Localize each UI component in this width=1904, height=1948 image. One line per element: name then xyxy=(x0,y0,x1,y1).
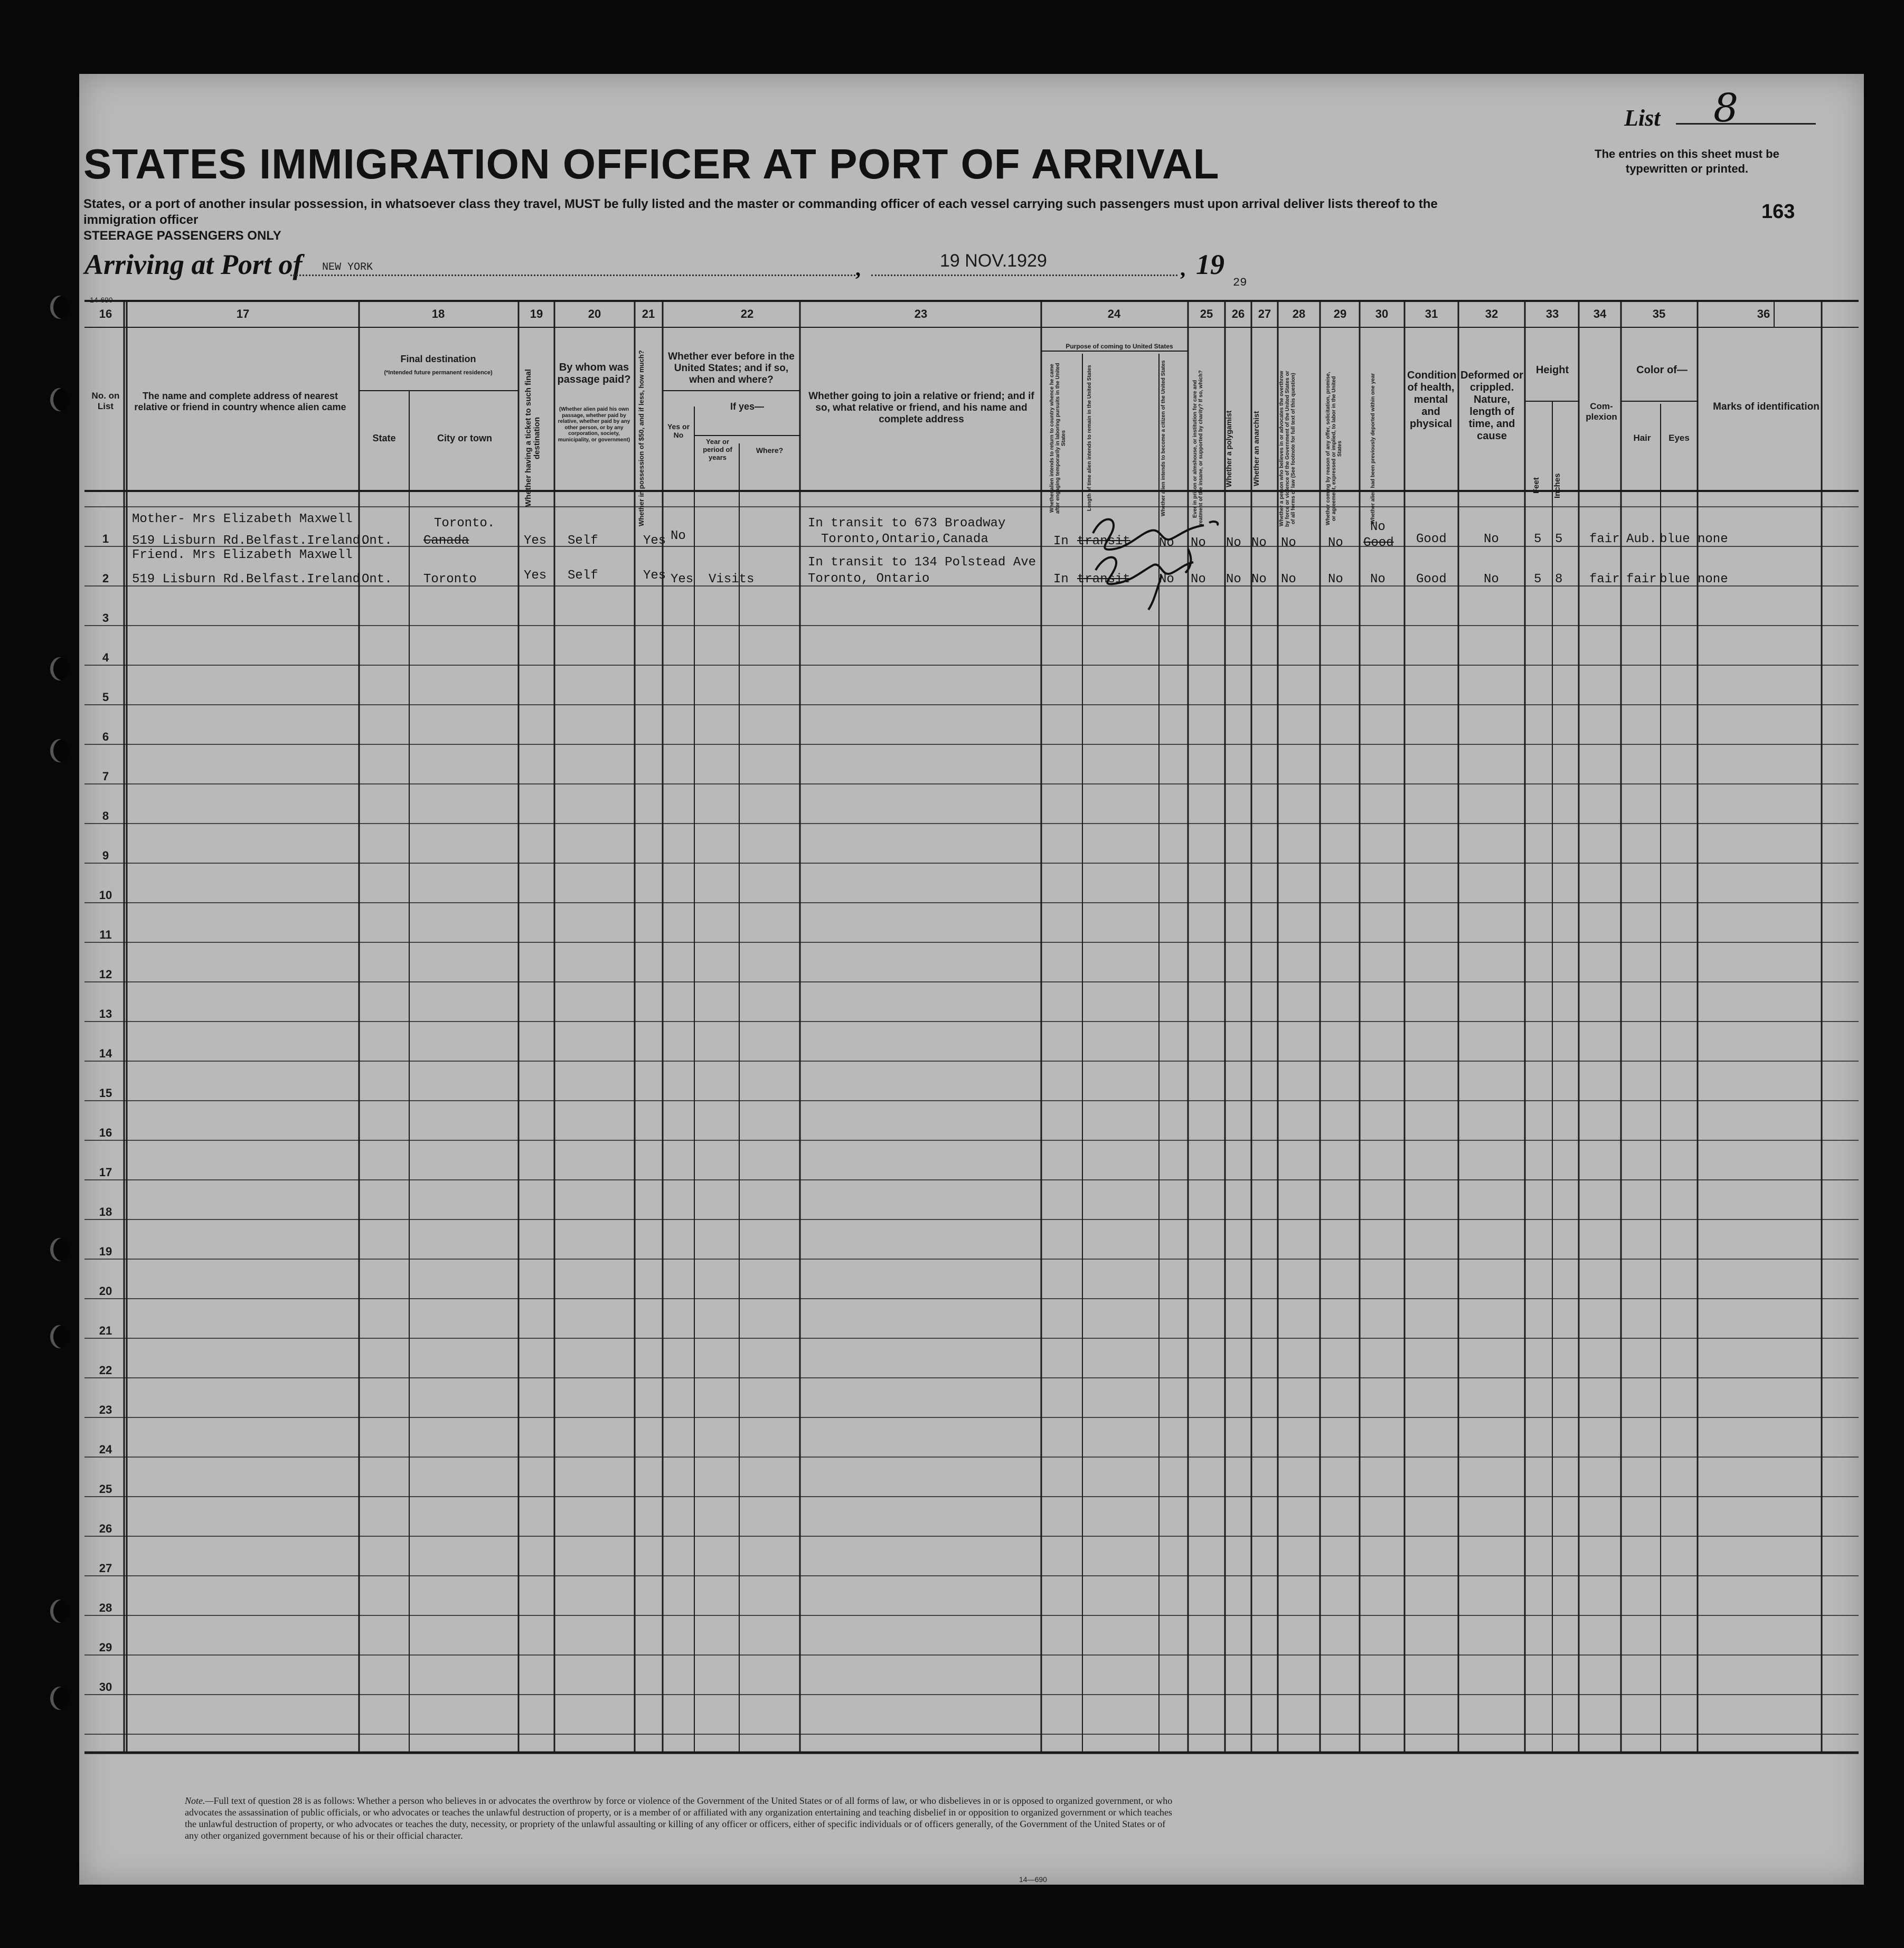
column-number: 34 xyxy=(1593,307,1607,320)
header-no-on-list: No. on List xyxy=(91,391,120,411)
height-feet: 5 xyxy=(1534,572,1542,587)
join-line1: In transit to 673 Broadway xyxy=(808,516,1006,531)
relative-name: Friend. Mrs Elizabeth Maxwell xyxy=(132,548,353,562)
complexion: fair xyxy=(1589,572,1620,587)
column-number: 21 xyxy=(642,307,655,320)
header-if-yes: If yes— xyxy=(730,401,765,412)
join-line1: In transit to 134 Polstead Ave xyxy=(808,555,1036,570)
page-title: STATES IMMIGRATION OFFICER AT PORT OF ARRIVAL xyxy=(83,140,1220,187)
before-us: Yes xyxy=(671,572,694,587)
row-number: 11 xyxy=(99,928,112,941)
header-year-period: Year or period of years xyxy=(703,438,732,461)
prison: No xyxy=(1191,572,1206,587)
header-polygamist: Whether a polygamist xyxy=(1224,410,1233,487)
row-number: 1 xyxy=(102,532,109,545)
manifest-sheet xyxy=(79,74,1864,1885)
footnote xyxy=(185,1795,1177,1841)
form-number-top: 14-690 xyxy=(90,296,113,304)
height-inches: 5 xyxy=(1555,532,1563,546)
header-city: City or town xyxy=(437,433,492,443)
row-number: 29 xyxy=(99,1641,112,1654)
column-number: 27 xyxy=(1258,307,1271,320)
row-number: 19 xyxy=(99,1245,112,1258)
header-inches: Inches xyxy=(1553,473,1562,498)
citizen: No xyxy=(1159,536,1174,550)
row-number: 14 xyxy=(99,1047,112,1060)
labor-offer: No xyxy=(1328,572,1343,587)
column-number: 20 xyxy=(588,307,601,320)
instructions-text xyxy=(83,196,1509,244)
row-number: 9 xyxy=(102,849,109,862)
purpose-struck: transit xyxy=(1077,572,1130,587)
header-purpose-length: Length of time alien intends to remain in the United States xyxy=(1087,365,1092,512)
row-number: 6 xyxy=(102,730,109,743)
punch-hole xyxy=(50,1238,69,1261)
header-eyes: Eyes xyxy=(1669,433,1690,443)
column-number: 30 xyxy=(1375,307,1389,320)
column-number: 36 xyxy=(1757,307,1770,320)
punch-hole xyxy=(50,296,69,319)
comma-2: , xyxy=(1180,257,1185,280)
purpose: In xyxy=(1053,572,1069,587)
column-number: 19 xyxy=(530,307,543,320)
header-state: State xyxy=(372,433,396,443)
header-health: Condition of health, mental and physical xyxy=(1407,370,1457,430)
row-number: 12 xyxy=(99,968,112,981)
destination-city: Toronto. xyxy=(434,516,495,531)
date-line xyxy=(871,275,1177,276)
column-number: 18 xyxy=(431,307,445,320)
row-number: 2 xyxy=(102,572,109,585)
column-number: 22 xyxy=(740,307,754,320)
row-number: 17 xyxy=(99,1166,112,1179)
row-number: 3 xyxy=(102,611,109,625)
punch-hole xyxy=(50,1687,69,1710)
row-number: 30 xyxy=(99,1680,112,1694)
anarchist: No xyxy=(1251,536,1267,550)
list-number: 8 xyxy=(1713,86,1739,131)
class-note: STEERAGE PASSENGERS ONLY xyxy=(83,229,281,243)
money: Yes xyxy=(643,534,666,548)
header-join-relative: Whether going to join a relative or friend; and if so, what relative or friend, and his name and complete address xyxy=(808,391,1034,425)
header-color-of: Color of— xyxy=(1636,364,1688,376)
health: Good xyxy=(1416,572,1447,587)
column-number: 28 xyxy=(1292,307,1306,320)
header-purpose: Purpose of coming to United States xyxy=(1066,343,1173,350)
purpose: In xyxy=(1053,534,1069,549)
polygamist: No xyxy=(1226,572,1241,587)
overthrow: No xyxy=(1281,572,1296,587)
hair: Aub. xyxy=(1626,532,1657,546)
header-paid-by-sub: (Whether alien paid his own passage, whether paid by relative, whether paid by any other person, or by any corporation, society, municipality, or government) xyxy=(558,406,630,443)
destination-city: Toronto xyxy=(423,572,477,587)
money: Yes xyxy=(643,569,666,583)
header-deformed: Deformed or crippled. Nature, length of time, and cause xyxy=(1460,370,1523,442)
header-money: Whether in possession of $50, and if less, how much? xyxy=(637,350,645,526)
header-labor-offer: Whether coming by reason of any offer, solicitation, promise, or agreement, expressed or implied, to labor in the United States xyxy=(1325,372,1343,526)
header-purpose-citizen: Whether alien intends to become a citizen of the United States xyxy=(1161,360,1166,516)
health: Good xyxy=(1416,532,1447,546)
form-number-bottom: 14—690 xyxy=(1019,1875,1047,1884)
header-prison: Ever in prison or almshouse, or institution for care and treatment of the insane, or supported by charity? If so, which? xyxy=(1192,370,1204,527)
join-line2: Toronto, Ontario xyxy=(808,572,930,586)
column-number: 31 xyxy=(1425,307,1438,320)
prison: No xyxy=(1191,536,1206,550)
punch-hole xyxy=(50,739,69,762)
destination-state: Ont. xyxy=(362,534,392,548)
labor-offer: No xyxy=(1328,536,1343,550)
header-ticket: Whether having a ticket to such final destination xyxy=(524,369,542,507)
port-value: NEW YORK xyxy=(322,261,373,273)
header-before-us: Whether ever before in the United States; and if so, when and where? xyxy=(668,351,795,385)
header-hair: Hair xyxy=(1633,433,1651,443)
date-value: 19 NOV.1929 xyxy=(940,251,1047,271)
complexion: fair xyxy=(1589,532,1620,546)
relative-address: 519 Lisburn Rd.Belfast.Ireland. xyxy=(132,534,368,548)
punch-hole xyxy=(50,657,69,680)
table-grid xyxy=(79,74,1864,1885)
entries-note: The entries on this sheet must be typewritten or printed. xyxy=(1595,147,1779,175)
column-number: 24 xyxy=(1107,307,1121,320)
column-number: 26 xyxy=(1231,307,1245,320)
column-number: 23 xyxy=(914,307,928,320)
header-purpose-return: Whether alien intends to return to country whence he came after engaging temporarily in laboring pursuits in the United States xyxy=(1049,363,1067,514)
row-number: 26 xyxy=(99,1522,112,1535)
header-complexion: Com-plexion xyxy=(1586,401,1617,422)
row-number: 10 xyxy=(99,888,112,902)
height-feet: 5 xyxy=(1534,532,1542,546)
before-us-period: Visits xyxy=(709,572,755,587)
marks: none xyxy=(1698,572,1728,587)
list-label: List xyxy=(1624,105,1661,131)
deported: Good xyxy=(1363,536,1394,550)
deported: No xyxy=(1370,572,1385,587)
height-inches: 8 xyxy=(1555,572,1563,587)
arriving-label: Arriving at Port of xyxy=(84,249,303,280)
header-relative-address: The name and complete address of nearest relative or friend in country whence alien came xyxy=(134,391,346,412)
header-final-destination-sub: (*Intended future permanent residence) xyxy=(384,370,493,376)
footnote-label: Note.— xyxy=(185,1795,214,1806)
row-number: 7 xyxy=(102,770,109,783)
deformed: No xyxy=(1484,532,1499,546)
port-line xyxy=(290,275,855,276)
footnote-text: Full text of question 28 is as follows: Whether a person who believes in or advocates the overthrow by force or violence of the Government of the United States or of all forms of law, or who disbelieves in or is opposed to organized government, or who advocates the assassination of public officials, or who advocates or teaches the unlawful destruction of property, or is a member of or affiliated with any organization entertaining and teaching disbelief in or opposition to organized government or which teaches the unlawful destruction of property, or who advocates or teaches the duty, necessity, or propriety of the unlawful assaulting or killing of any officer or officers, either of specific individuals or of officers generally, of the Government of the United States or of any other organized government because of his or their official character. xyxy=(185,1795,1173,1841)
join-line2: Toronto,Ontario,Canada xyxy=(821,532,988,546)
list-underline xyxy=(1676,123,1816,125)
instructions-line: States, or a port of another insular possession, in whatsoever class they travel, MUST be fully listed and the master or commanding officer of each vessel carrying such passengers must upon arrival deliver lists thereof to the immigration officer xyxy=(83,197,1438,227)
column-number: 33 xyxy=(1545,307,1559,320)
punch-hole xyxy=(50,388,69,411)
punch-hole xyxy=(50,1325,69,1348)
header-overthrow: Whether a person who believes in or advocates the overthrow by force or violence of the Government of the United States or of all forms of law (See footnote for full text of this question) xyxy=(1279,371,1296,527)
eyes: blue xyxy=(1660,532,1690,546)
header-anarchist: Whether an anarchist xyxy=(1252,411,1260,487)
column-number: 32 xyxy=(1485,307,1498,320)
marks: none xyxy=(1698,532,1728,546)
row-number: 16 xyxy=(99,1126,112,1139)
page-number: 163 xyxy=(1761,201,1795,223)
relative-name: Mother- Mrs Elizabeth Maxwell xyxy=(132,512,353,526)
citizen: No xyxy=(1159,572,1174,587)
header-before-yesno: Yes or No xyxy=(667,422,690,440)
header-marks: Marks of identification xyxy=(1713,401,1820,412)
row-number: 4 xyxy=(102,651,109,664)
hair: fair xyxy=(1626,572,1657,587)
header-final-destination: Final destination xyxy=(400,354,476,364)
comma-1: , xyxy=(855,257,861,280)
year-suffix: 29 xyxy=(1233,276,1247,289)
row-number: 22 xyxy=(99,1364,112,1377)
row-number: 5 xyxy=(102,691,109,704)
header-feet: Feet xyxy=(1532,477,1541,494)
before-us: No xyxy=(671,529,686,543)
paid-by: Self xyxy=(568,569,598,583)
row-number: 21 xyxy=(99,1324,112,1337)
handwritten-annotation xyxy=(1082,502,1241,612)
row-number: 27 xyxy=(99,1562,112,1575)
overthrow: No xyxy=(1281,536,1296,550)
paid-by: Self xyxy=(568,534,598,548)
column-number: 29 xyxy=(1333,307,1347,320)
row-number: 23 xyxy=(99,1403,112,1416)
column-number: 25 xyxy=(1200,307,1213,320)
year-prefix: 19 xyxy=(1196,249,1224,280)
row-number: 24 xyxy=(99,1443,112,1456)
row-number: 28 xyxy=(99,1601,112,1614)
polygamist: No xyxy=(1226,536,1241,550)
header-where: Where? xyxy=(756,446,784,455)
anarchist: No xyxy=(1251,572,1267,587)
row-number: 13 xyxy=(99,1007,112,1020)
header-paid-by: By whom was passage paid? xyxy=(557,362,631,385)
destination-state: Ont. xyxy=(362,572,392,587)
eyes: blue xyxy=(1660,572,1690,587)
row-number: 18 xyxy=(99,1205,112,1218)
punch-hole xyxy=(50,1600,69,1623)
purpose-struck: transit xyxy=(1077,534,1130,549)
destination-city-struck: Canada xyxy=(423,534,469,548)
column-number: 35 xyxy=(1652,307,1666,320)
ticket: Yes xyxy=(524,534,547,548)
row-number: 8 xyxy=(102,809,109,822)
deported-top: No xyxy=(1370,520,1385,534)
relative-address: 519 Lisburn Rd.Belfast.Ireland xyxy=(132,572,361,587)
header-height: Height xyxy=(1535,364,1569,376)
header-deported: Whether alien had been previously deported within one year xyxy=(1370,373,1376,525)
row-number: 15 xyxy=(99,1086,112,1100)
row-number: 25 xyxy=(99,1482,112,1496)
column-number: 16 xyxy=(99,307,112,320)
ticket: Yes xyxy=(524,569,547,583)
row-number: 20 xyxy=(99,1284,112,1298)
deformed: No xyxy=(1484,572,1499,587)
column-number: 17 xyxy=(236,307,250,320)
